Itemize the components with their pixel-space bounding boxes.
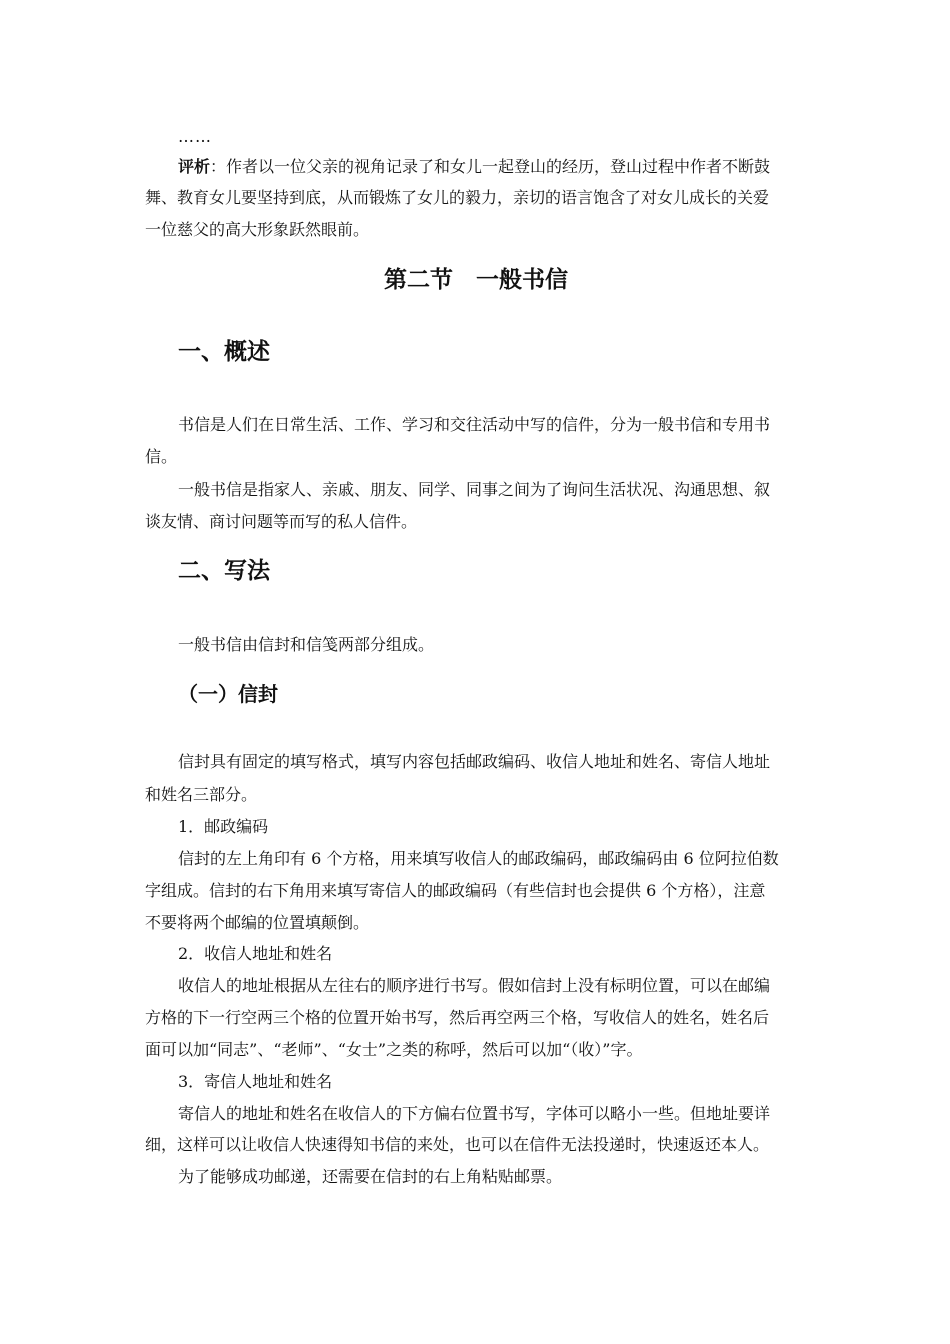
item-title-postcode: 1．邮政编码	[178, 817, 269, 836]
postcode-paragraph-line: 不要将两个邮编的位置填颠倒。	[145, 913, 370, 932]
item-title-sender: 3．寄信人地址和姓名	[178, 1072, 333, 1091]
overview-paragraph-line: 书信是人们在日常生活、工作、学习和交往活动中写的信件，分为一般书信和专用书	[178, 415, 771, 434]
recipient-paragraph-line: 收信人的地址根据从左往右的顺序进行书写。假如信封上没有标明位置，可以在邮编	[178, 976, 771, 995]
sender-paragraph-line: 寄信人的地址和姓名在收信人的下方偏右位置书写，字体可以略小一些。但地址要详	[178, 1104, 771, 1123]
heading-envelope: （一）信封	[178, 682, 278, 706]
section-title: 第二节 一般书信	[384, 267, 568, 293]
heading-overview: 一、概述	[178, 339, 270, 365]
recipient-paragraph-line: 方格的下一行空两三个格的位置开始书写，然后再空两三个格，写收信人的姓名，姓名后	[145, 1008, 770, 1027]
sender-paragraph-line: 细，这样可以让收信人快速得知书信的来处，也可以在信件无法投递时，快速返还本人。	[145, 1135, 770, 1154]
item-title-recipient: 2．收信人地址和姓名	[178, 944, 333, 963]
envelope-paragraph-line: 信封具有固定的填写格式，填写内容包括邮政编码、收信人地址和姓名、寄信人地址	[178, 752, 771, 771]
comment-paragraph-line	[178, 157, 807, 177]
overview-paragraph-line: 一般书信是指家人、亲戚、朋友、同学、同事之间为了询问生活状况、沟通思想、叙	[178, 480, 771, 499]
method-intro: 一般书信由信封和信笺两部分组成。	[178, 635, 435, 654]
stamp-paragraph-line: 为了能够成功邮递，还需要在信封的右上角粘贴邮票。	[178, 1167, 563, 1186]
overview-paragraph-line: 谈友情、商讨问题等而写的私人信件。	[145, 512, 418, 531]
postcode-paragraph-line: 信封的左上角印有 6 个方格，用来填写收信人的邮政编码，邮政编码由 6 位阿拉伯数	[178, 849, 779, 868]
comment-label: 评析	[178, 157, 211, 176]
heading-method: 二、写法	[178, 558, 270, 584]
recipient-paragraph-line: 面可以加“同志”、“老师”、“女士”之类的称呼，然后可以加“（收）”字。	[145, 1040, 643, 1059]
envelope-paragraph-line: 和姓名三部分。	[145, 785, 258, 804]
comment-paragraph-line: 一位慈父的高大形象跃然眼前。	[145, 220, 370, 239]
comment-text: ：作者以一位父亲的视角记录了和女儿一起登山的经历，登山过程中作者不断鼓	[210, 157, 771, 176]
comment-paragraph-line: 舞、教育女儿要坚持到底，从而锻炼了女儿的毅力，亲切的语言饱含了对女儿成长的关爱	[145, 188, 770, 207]
overview-paragraph-line: 信。	[145, 447, 178, 466]
postcode-paragraph-line: 字组成。信封的右下角用来填写寄信人的邮政编码（有些信封也会提供 6 个方格），注意	[145, 881, 766, 900]
ellipsis: ……	[178, 127, 212, 146]
